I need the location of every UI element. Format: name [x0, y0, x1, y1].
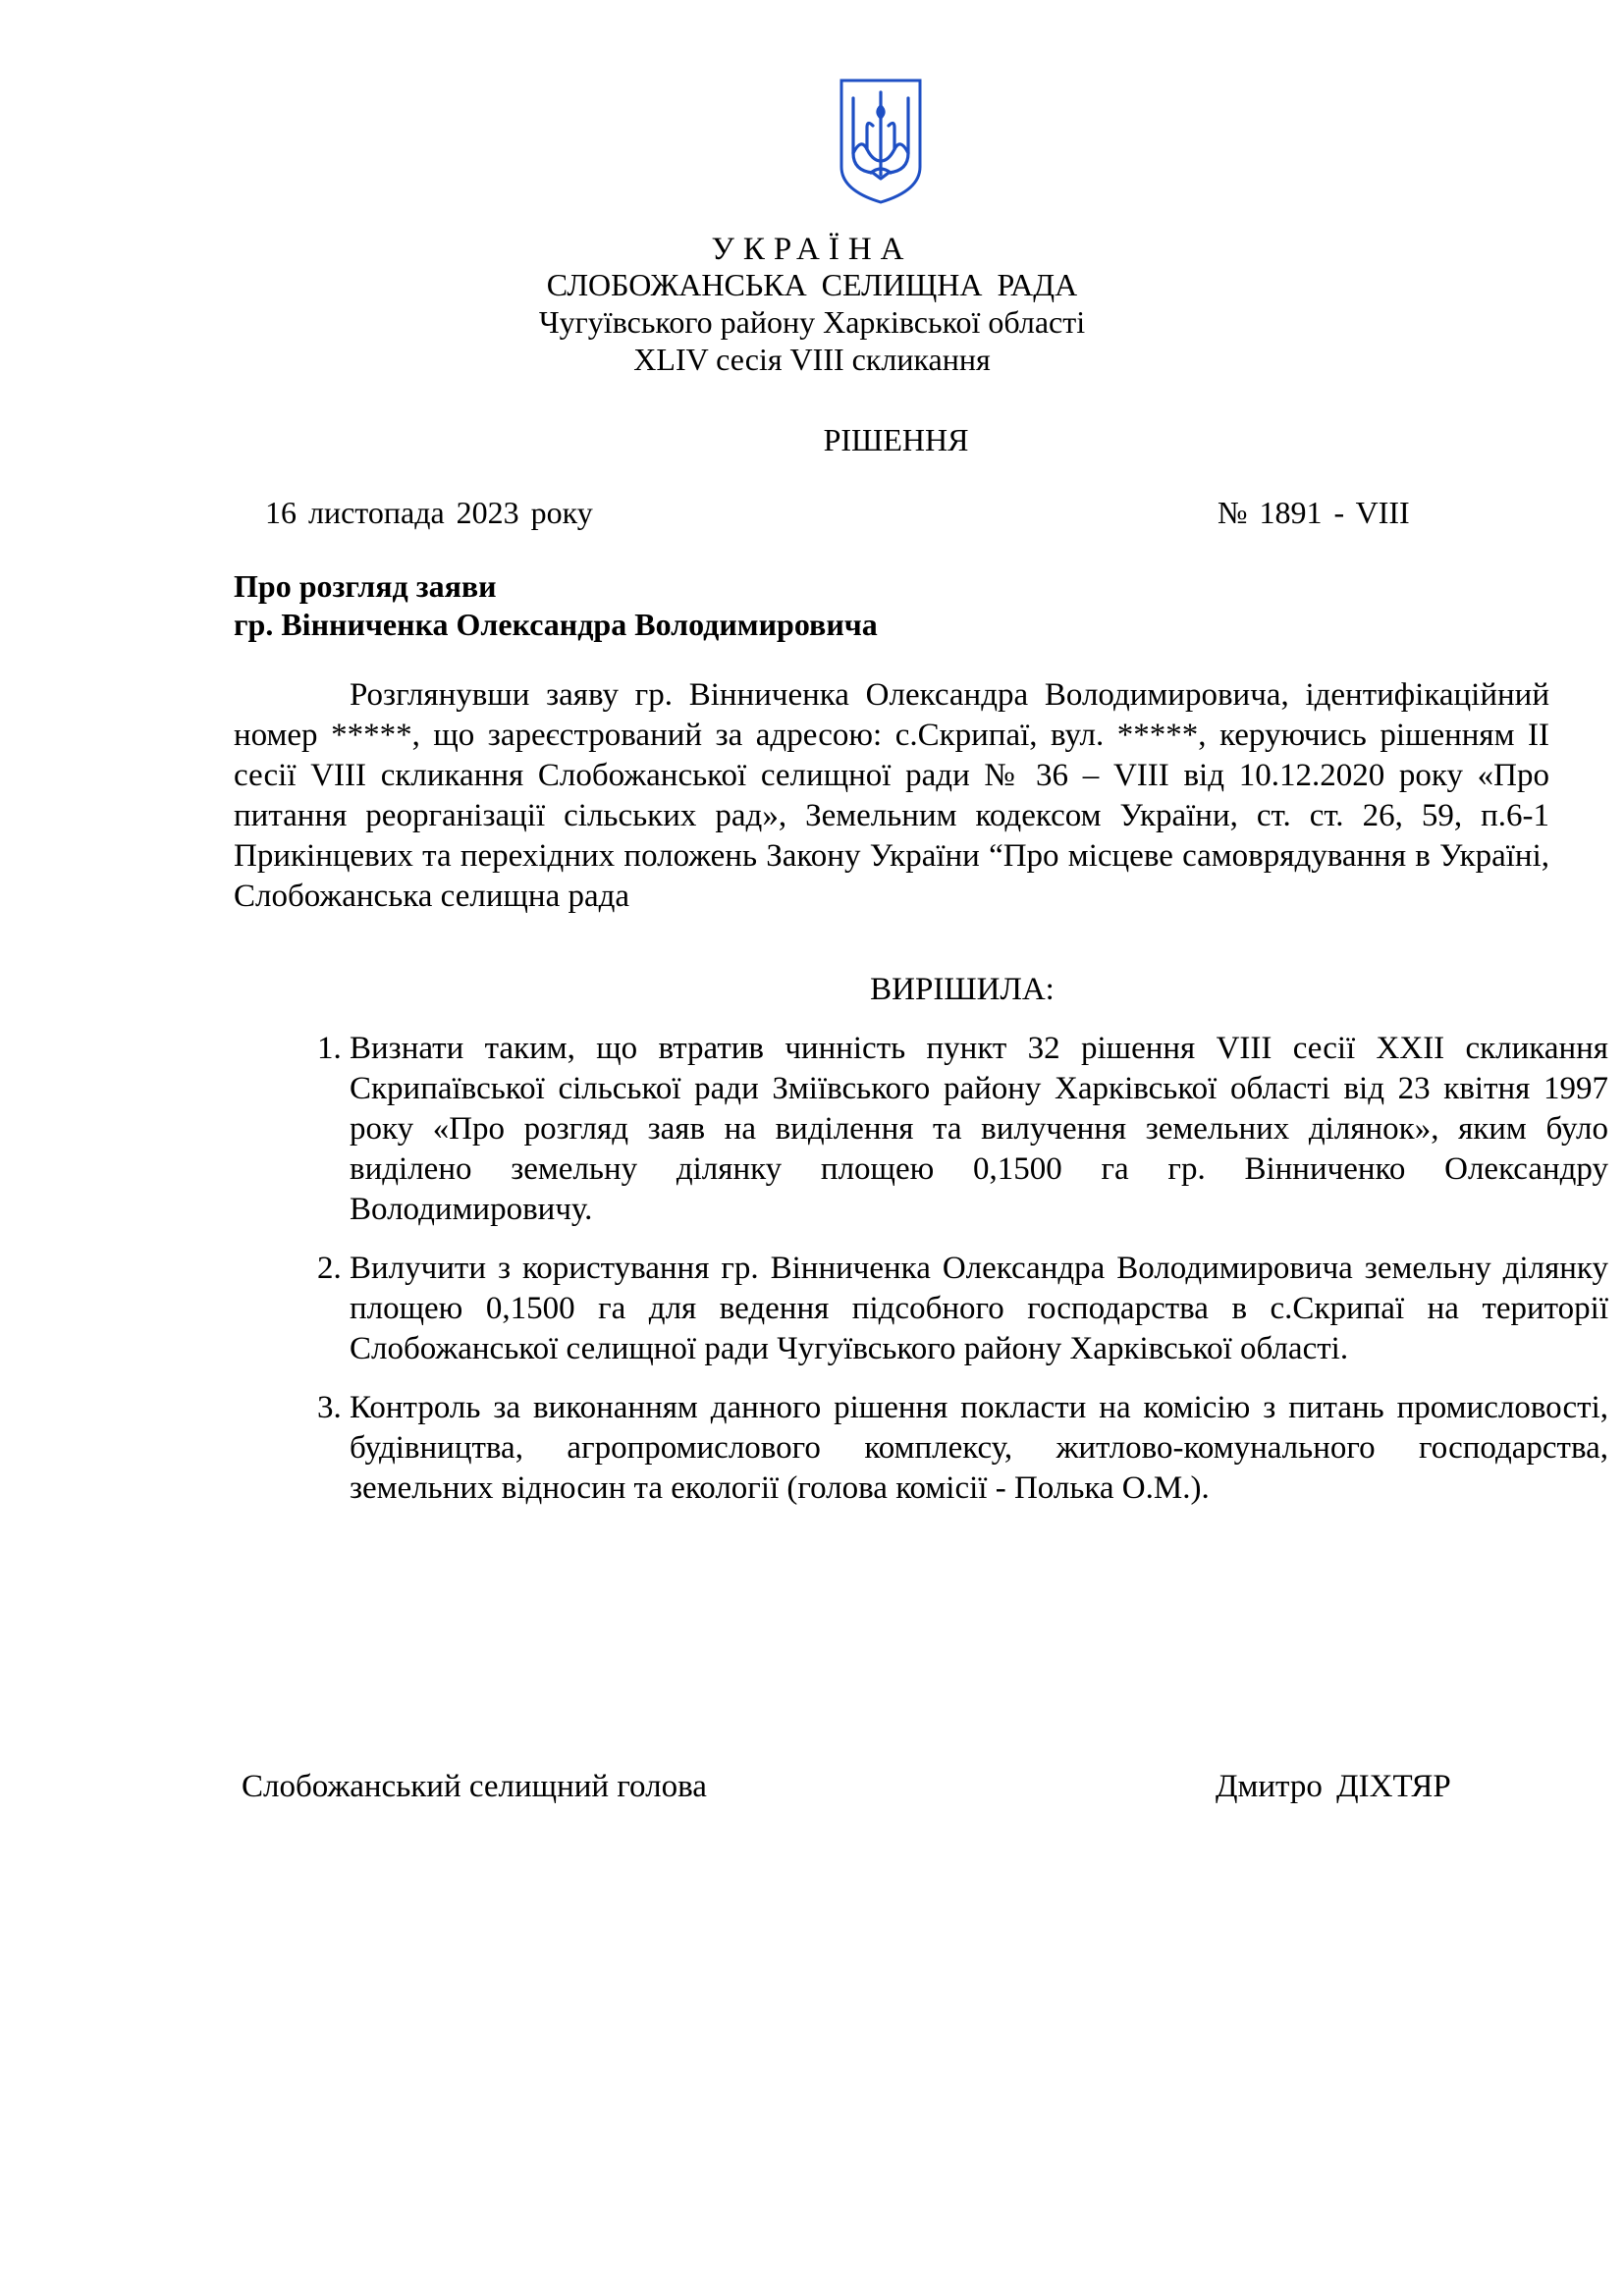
- signatory-position: Слобожанський селищний голова: [242, 1769, 707, 1804]
- decision-number: № 1891 - VIII: [1218, 495, 1410, 530]
- coat-of-arms-icon: [838, 77, 924, 206]
- session-heading: XLIV сесія VIII скликання: [633, 342, 991, 377]
- decision-date: 16 листопада 2023 року: [265, 495, 593, 530]
- country-heading: УКРАЇНА: [711, 232, 913, 267]
- subject-line-2: гр. Вінниченка Олександра Володимировича: [234, 607, 878, 642]
- signatory-name: Дмитро ДІХТЯР: [1216, 1769, 1451, 1804]
- decision-items: [293, 1029, 1608, 1527]
- council-heading: СЛОБОЖАНСЬКА СЕЛИЩНА РАДА: [546, 267, 1078, 302]
- resolved-heading: ВИРІШИЛА:: [870, 972, 1055, 1007]
- decision-item: 1. Визнати таким, що втратив чинність пункт 32 рішення VIII сесії XXII скликання Скрипаївської сільської ради Зміївського району Харківської області від 23 квітня 1997 року «Про розгляд заяв на виділення та вилучення земельних ділянок», яким було виділено земельну ділянку площею 0,1500 га гр. Вінниченко Олександру Володимировичу.: [350, 1029, 1608, 1230]
- intro-paragraph: Розглянувши заяву гр. Вінниченка Олександра Володимировича, ідентифікаційний номер *****, що зареєстрований за адресою: с.Скрипаї, вул. *****, керуючись рішенням ІІ сесії VIII скликання Слобожанської селищної ради № 36 – VIII від 10.12.2020 року «Про питання реорганізації сільських рад», Земельним кодексом України, ст. ст. 26, 59, п.6-1 Прикінцевих та перехідних положень Закону України “Про місцеве самоврядування в Україні, Слобожанська селищна рада: [234, 677, 1549, 914]
- document-type: РІШЕННЯ: [823, 422, 969, 457]
- decision-item: 3. Контроль за виконанням данного рішення покласти на комісію з питань промисловості, будівництва, агропромислового комплексу, житлово-комунального господарства, земельних відносин та екології (голова комісії - Полька О.М.).: [350, 1388, 1608, 1509]
- decision-item: 2. Вилучити з користування гр. Вінниченка Олександра Володимировича земельну ділянку площею 0,1500 га для ведення підсобного господарства в с.Скрипаї на території Слобожанської селищної ради Чугуївського району Харківської області.: [350, 1249, 1608, 1369]
- decision-subject: [234, 567, 878, 644]
- subject-line-1: Про розгляд заяви: [234, 568, 497, 604]
- district-heading: Чугуївського району Харківської області: [538, 304, 1086, 340]
